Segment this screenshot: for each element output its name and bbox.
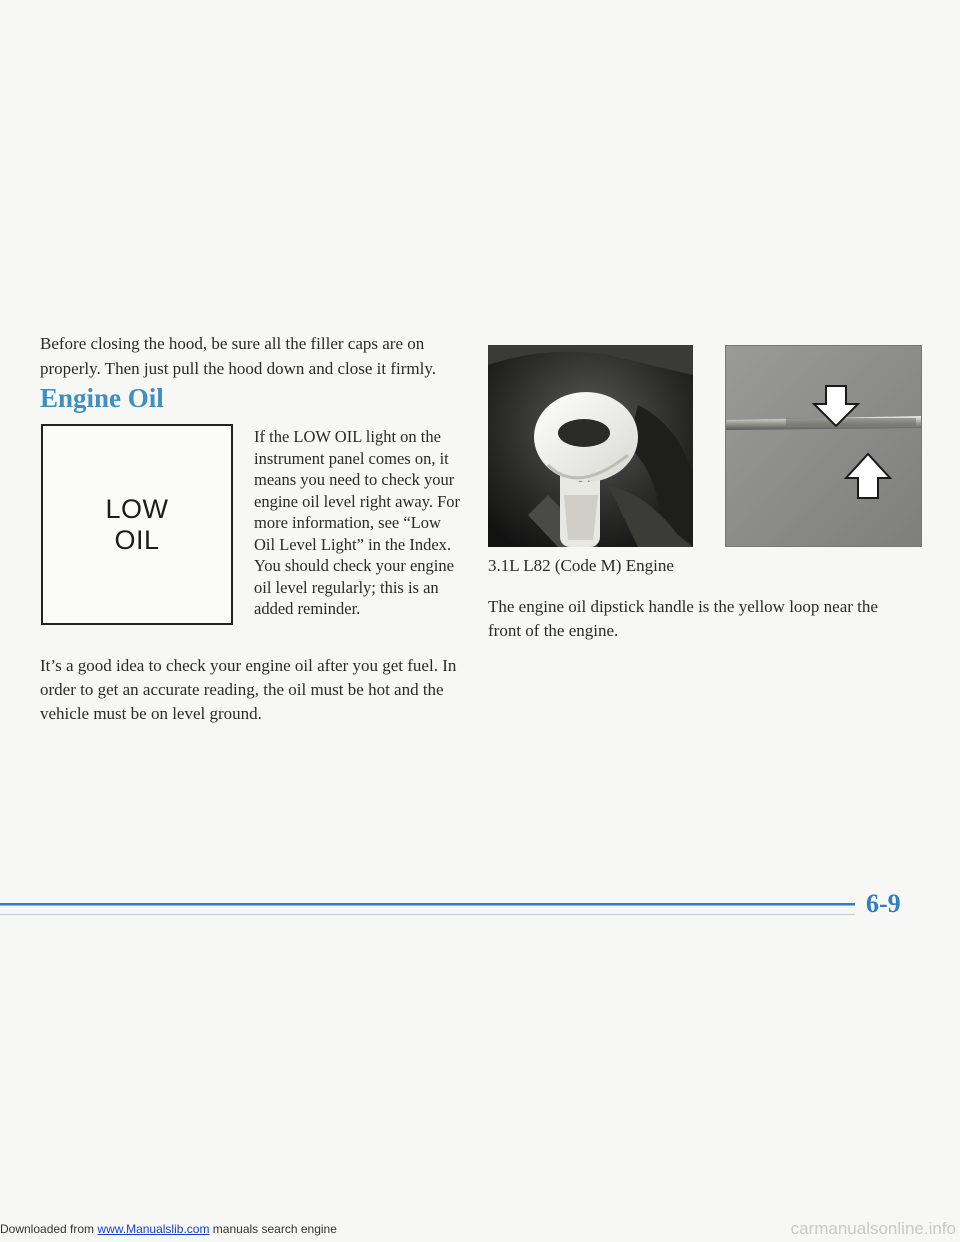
footer-rule	[0, 903, 855, 907]
fuel-check-paragraph: It’s a good idea to check your engine oil after you get fuel. In order to get an accurate reading, the oil must be hot and the vehicle must be on level ground.	[40, 656, 457, 723]
dipstick-paragraph: The engine oil dipstick handle is the yellow loop near the front of the engine.	[488, 597, 878, 640]
section-heading: Engine Oil	[40, 383, 164, 413]
dipstick-level-marks-photo	[725, 345, 922, 547]
indicator-description: If the LOW OIL light on the instrument panel comes on, it means you need to check your engine oil level right away. For more information, see “Low Oil Level Light” in the Index. You should check your engine oil level regularly; this is an added reminder.	[254, 427, 461, 618]
svg-text:- ·: - ·	[578, 472, 592, 488]
manualslib-link[interactable]: www.Manualslib.com	[97, 1222, 210, 1236]
indicator-line-1: LOW	[105, 493, 169, 524]
footer-prefix: Downloaded from	[0, 1222, 95, 1236]
watermark: carmanualsonline.info	[790, 1219, 956, 1238]
footer-suffix: manuals search engine	[212, 1222, 337, 1236]
low-oil-indicator-box	[41, 424, 233, 625]
page-number: 6-9	[866, 889, 901, 918]
engine-dipstick-handle-photo	[488, 345, 693, 547]
photo-caption: 3.1L L82 (Code M) Engine	[488, 556, 674, 575]
indicator-line-2: OIL	[114, 524, 160, 555]
download-footer	[0, 1222, 337, 1236]
intro-paragraph: Before closing the hood, be sure all the filler caps are on properly. Then just pull the hood down and close it firmly.	[40, 334, 436, 378]
footer-rule-thin	[0, 914, 855, 915]
